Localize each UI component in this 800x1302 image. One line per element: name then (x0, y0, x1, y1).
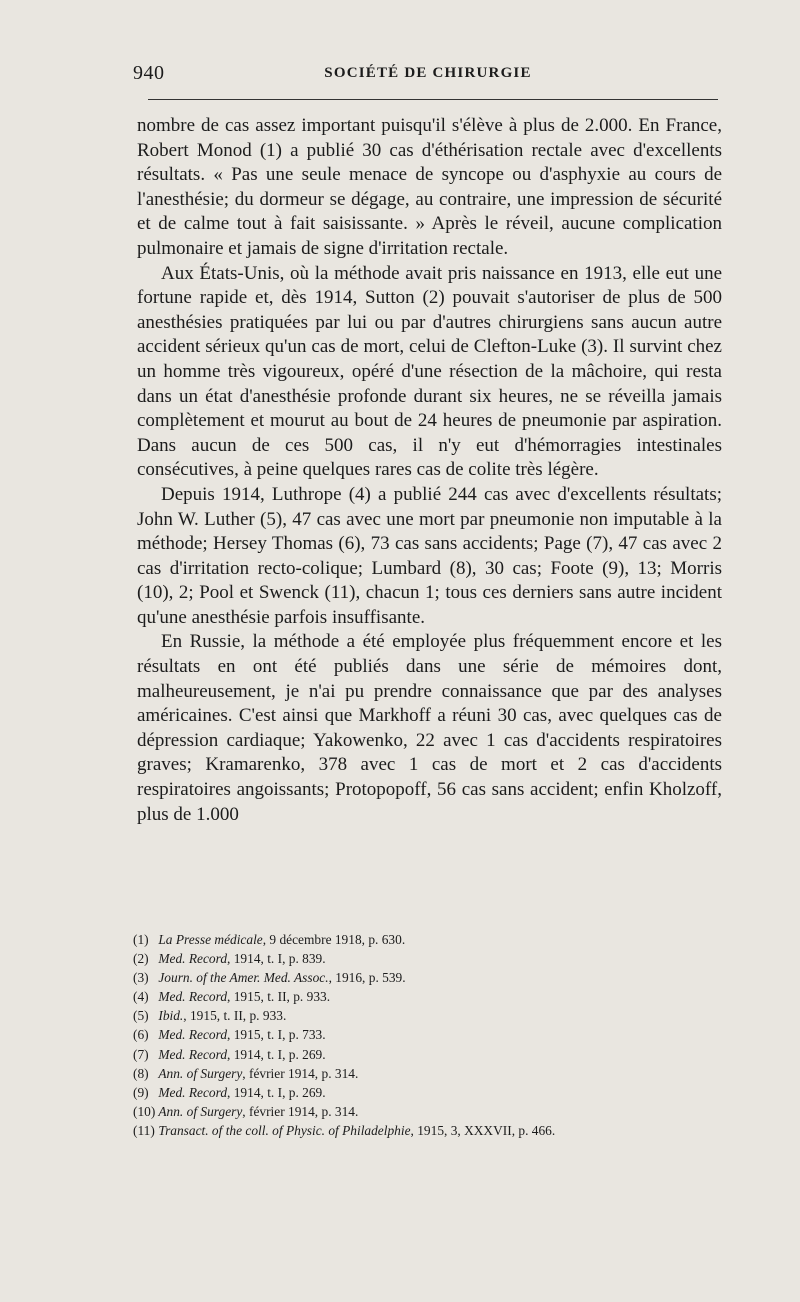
footnote-number: (10) (133, 1103, 156, 1119)
footnote-details: , 1915, t. II, p. 933. (183, 1008, 287, 1024)
header-rule (148, 99, 718, 100)
footnote-number: (1) (133, 932, 149, 947)
footnote (133, 949, 723, 968)
footnote-title: Med. Record (158, 1046, 228, 1062)
footnote (133, 968, 723, 987)
footnote-details: , 1916, p. 539. (328, 970, 406, 986)
footnote (133, 1064, 723, 1083)
paragraph-4: En Russie, la méthode a été employée plus fréquemment encore et les résultats en ont été publiés dans une série de mémoires dont, malheureusement, je n'ai pu prendre connaissance que par des analyses américaines. C'est ainsi que Markhoff a réuni 30 cas, avec quelques cas de dépression cardiaque; Yakowenko, 22 avec 1 cas d'accidents respiratoires graves; Kramarenko, 378 avec 1 cas de mort et 2 cas d'accidents respiratoires angoissants; Protopopoff, 56 cas sans accident; enfin Kholzoff, plus de 1.000 (137, 631, 722, 825)
footnote-title: Med. Record (158, 989, 228, 1005)
footnote-details: , 1915, t. II, p. 933. (227, 989, 331, 1005)
footnote-number: (5) (133, 1008, 149, 1024)
footnote (133, 987, 723, 1006)
footnote-details: , 1914, t. I, p. 269. (227, 1084, 326, 1100)
footnote-details: , 1914, t. I, p. 269. (227, 1046, 326, 1062)
paragraph-2: Aux États-Unis, où la méthode avait pris naissance en 1913, elle eut une fortune rapide et, dès 1914, Sutton (2) pouvait s'autoriser de plus de 500 anesthésies pratiquées par lui ou par d'autres chirurgiens sans aucun autre accident sérieux qu'un cas de mort, celui de Clefton-Luke (3). Il survint chez un homme très vigoureux, opéré d'une résection de la mâchoire, qui resta dans un état d'anesthésie profonde durant six heures, ne se réveilla jamais complètement et mourut au bout de 24 heures de pneumonie par aspiration. Dans aucun de ces 500 cas, il n'y eut d'hémorragies intestinales consécutives, à peine quelques rares cas de colite très légère. (137, 262, 722, 481)
footnote (133, 1083, 723, 1102)
footnote-details: , février 1914, p. 314. (242, 1065, 359, 1081)
footnote-title: Ibid. (158, 1008, 184, 1024)
footnote-number: (11) (133, 1122, 155, 1138)
footnote-details: , février 1914, p. 314. (242, 1103, 359, 1119)
paragraph-1: nombre de cas assez important puisqu'il s'élève à plus de 2.000. En France, Robert Monod (1) a publié 30 cas d'éthérisation rectale avec d'excellents résultats. « Pas une seule menace de syncope ou d'asphyxie au cours de l'anesthésie; du dormeur se dégage, au contraire, une impression de sécurité et de calme tout à fait saisissante. » Après le réveil, aucune complication pulmonaire et jamais de signe d'irritation rectale. (137, 115, 722, 259)
paragraph-3: Depuis 1914, Luthrope (4) a publié 244 cas avec d'excellents résultats; John W. Luther (5), 47 cas avec une mort par pneumonie non imputable à la méthode; Hersey Thomas (6), 73 cas sans accidents; Page (7), 47 cas avec 2 cas d'irritation recto-colique; Lumbard (8), 30 cas; Foote (9), 13; Morris (10), 2; Pool et Swenck (11), chacun 1; tous ces derniers sans autre incident qu'une anesthésie parfois insuffisante. (137, 483, 722, 628)
footnote-title: Med. Record (158, 1027, 228, 1043)
footnote-details: , 1915, t. I, p. 733. (227, 1027, 326, 1043)
footnote (133, 1045, 723, 1064)
footnote-title: Med. Record (158, 1084, 228, 1100)
footnote-title: Transact. of the coll. of Physic. of Philadelphie (158, 1122, 411, 1138)
footnote-details: , 9 décembre 1918, p. 630. (262, 932, 406, 947)
footnote-number: (3) (133, 970, 149, 986)
running-title: SOCIÉTÉ DE CHIRURGIE (324, 64, 532, 81)
footnote-number: (8) (133, 1065, 149, 1081)
footnote-number: (6) (133, 1027, 149, 1043)
footnote-number: (9) (133, 1084, 149, 1100)
body-text (137, 114, 722, 827)
footnote (133, 1025, 723, 1044)
footnote-details: , 1915, 3, XXXVII, p. 466. (410, 1122, 556, 1138)
footnote (133, 930, 723, 949)
footnotes (133, 930, 723, 1140)
footnote (133, 1102, 723, 1121)
footnote-title: La Presse médicale (158, 932, 263, 947)
footnote (133, 1121, 723, 1140)
footnote-details: , 1914, t. I, p. 839. (227, 951, 326, 967)
page-header (133, 58, 723, 88)
footnote-title: Ann. of Surgery (158, 1065, 243, 1081)
footnote-number: (4) (133, 989, 149, 1005)
footnote (133, 1006, 723, 1025)
page-number: 940 (133, 61, 165, 84)
footnote-title: Ann. of Surgery (158, 1103, 243, 1119)
footnote-title: Journ. of the Amer. Med. Assoc. (158, 970, 329, 986)
footnote-title: Med. Record (158, 951, 228, 967)
footnote-number: (7) (133, 1046, 149, 1062)
footnote-number: (2) (133, 951, 149, 967)
